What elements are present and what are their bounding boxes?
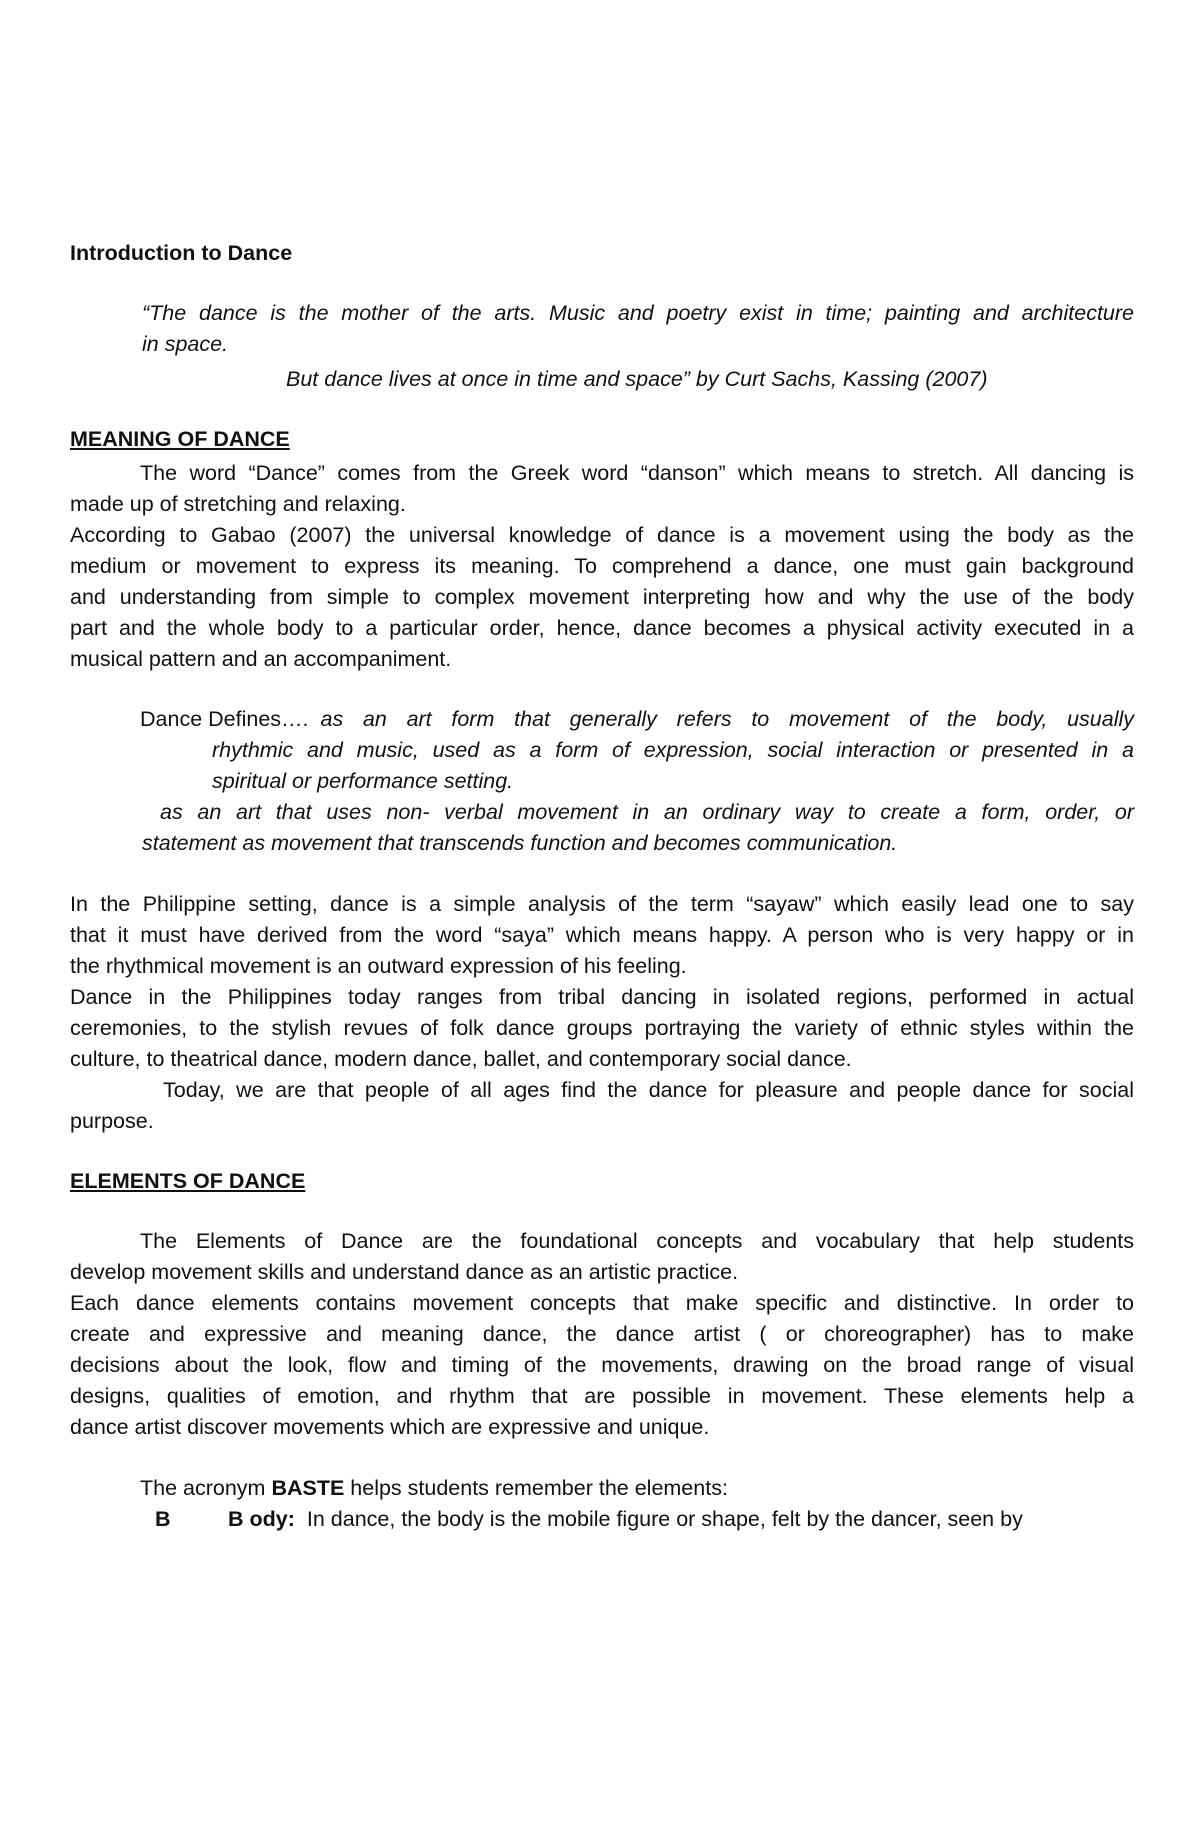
- meaning-p1-line: The word “Dance” comes from the Greek word “danson” which means to stretch. All dancing is: [140, 461, 1134, 485]
- meaning-p3-line: that it must have derived from the word “saya” which means happy. A person who is very happy or in: [70, 923, 1134, 947]
- elements-p2-line: Each dance elements contains movement concepts that make specific and distinctive. In order to: [70, 1291, 1134, 1315]
- acronym-outro: helps students remember the elements:: [344, 1476, 728, 1500]
- meaning-heading: MEANING OF DANCE: [70, 427, 290, 451]
- acronym-line: [140, 1473, 728, 1503]
- defines-1-line: as an art form that generally refers to movement of the body, usually: [320, 707, 1134, 731]
- elements-p1-line: The Elements of Dance are the foundational concepts and vocabulary that help students: [140, 1229, 1134, 1253]
- document-page: [70, 0, 1134, 1835]
- defines-1-line: spiritual or performance setting.: [212, 769, 514, 793]
- meaning-p1-line: made up of stretching and relaxing.: [70, 492, 406, 516]
- elements-p2-line: designs, qualities of emotion, and rhythm that are possible in movement. These elements help a: [70, 1384, 1134, 1408]
- meaning-p4-line: culture, to theatrical dance, modern dance, ballet, and contemporary social dance.: [70, 1047, 852, 1071]
- meaning-p4-line: Dance in the Philippines today ranges from tribal dancing in isolated regions, performed in actual: [70, 985, 1134, 1009]
- elements-heading: ELEMENTS OF DANCE: [70, 1169, 306, 1193]
- meaning-p2-line: According to Gabao (2007) the universal knowledge of dance is a movement using the body as the: [70, 523, 1134, 547]
- dance-defines-label: Dance Defines….: [140, 707, 309, 731]
- meaning-p4-line: ceremonies, to the stylish revues of folk dance groups portraying the variety of ethnic styles within the: [70, 1016, 1134, 1040]
- elements-p2-line: dance artist discover movements which are expressive and unique.: [70, 1415, 710, 1439]
- elements-p1-line: develop movement skills and understand dance as an artistic practice.: [70, 1260, 739, 1284]
- acronym-baste: BASTE: [271, 1476, 345, 1500]
- element-letter-b: B: [155, 1507, 171, 1531]
- meaning-p2-line: part and the whole body to a particular order, hence, dance becomes a physical activity executed in a: [70, 616, 1134, 640]
- meaning-p2-line: medium or movement to express its meaning. To comprehend a dance, one must gain background: [70, 554, 1134, 578]
- defines-1-line: rhythmic and music, used as a form of expression, social interaction or presented in a: [212, 738, 1134, 762]
- element-body-text: In dance, the body is the mobile figure or shape, felt by the dancer, seen by: [306, 1507, 1023, 1531]
- defines-2-line: statement as movement that transcends function and becomes communication.: [142, 831, 898, 855]
- quote-attribution: But dance lives at once in time and space” by Curt Sachs, Kassing (2007): [286, 367, 988, 391]
- dance-defines-row: [140, 704, 1134, 734]
- meaning-p2-line: and understanding from simple to complex movement interpreting how and why the use of the body: [70, 585, 1134, 609]
- defines-2-line: as an art that uses non- verbal movement in an ordinary way to create a form, order, or: [160, 800, 1134, 824]
- quote-line-2: in space.: [142, 332, 229, 356]
- elements-p2-line: create and expressive and meaning dance, the dance artist ( or choreographer) has to make: [70, 1322, 1134, 1346]
- acronym-intro: The acronym: [140, 1476, 272, 1500]
- meaning-p2-line: musical pattern and an accompaniment.: [70, 647, 452, 671]
- meaning-p5-line: purpose.: [70, 1109, 154, 1133]
- quote-line-1: “The dance is the mother of the arts. Music and poetry exist in time; painting and architecture: [142, 301, 1134, 325]
- meaning-p3-line: In the Philippine setting, dance is a simple analysis of the term “sayaw” which easily lead one to say: [70, 892, 1134, 916]
- elements-p2-line: decisions about the look, flow and timing of the movements, drawing on the broad range of visual: [70, 1353, 1134, 1377]
- meaning-p5-line: Today, we are that people of all ages find the dance for pleasure and people dance for social: [163, 1078, 1134, 1102]
- element-body-term: B ody:: [228, 1507, 295, 1531]
- meaning-p3-line: the rhythmical movement is an outward expression of his feeling.: [70, 954, 687, 978]
- document-title: Introduction to Dance: [70, 241, 293, 265]
- element-body-row: [228, 1504, 1023, 1534]
